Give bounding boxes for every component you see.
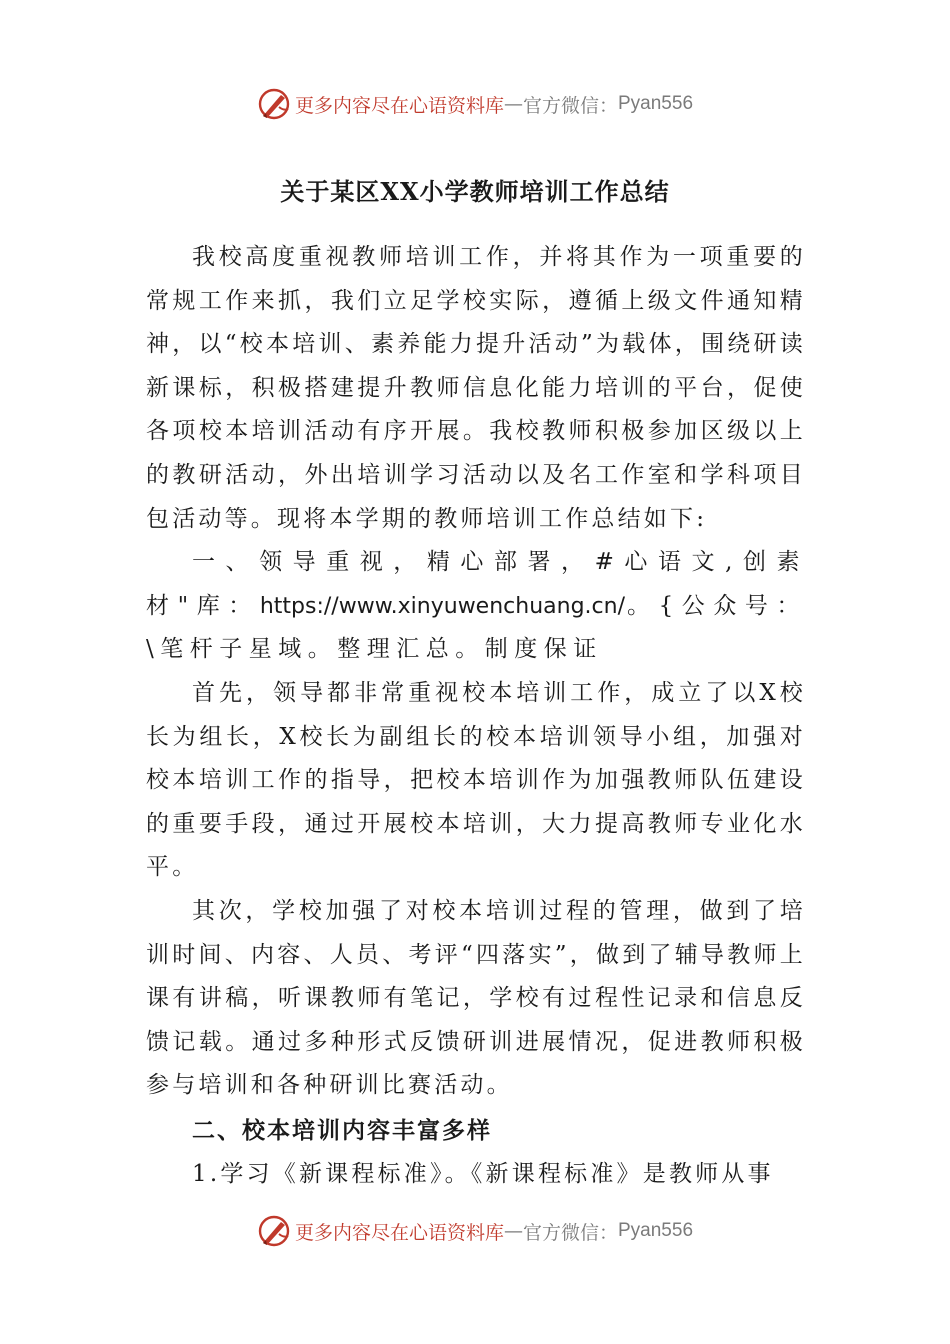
section2-heading: 二、校本培训内容丰富多样: [192, 1117, 492, 1144]
section1-tail-text: 。{公众号：\笔杆子星域。整理汇总。制度保证: [146, 592, 806, 663]
watermark-main-text: 更多内容尽在心语资料库: [294, 1221, 504, 1244]
paragraph-first: 首先，领导都非常重视校本培训工作，成立了以X校长为组长，X校长为副组长的校本培训领导小组，加强对校本培训工作的指导，把校本培训作为加强教师队伍建设的重要手段，通过开展校本培训，大力提高教师专业化水平。: [146, 679, 806, 881]
watermark-main-text: 更多内容尽在心语资料库: [294, 94, 504, 117]
paragraph-second: 其次，学校加强了对校本培训过程的管理，做到了培训时间、内容、人员、考评“四落实”，做到了辅导教师上课有讲稿，听课教师有笔记，学校有过程性记录和信息反馈记载。通过多种形式反馈研训进展情况，促进教师积极参与培训和各种研训比赛活动。: [146, 897, 806, 1099]
watermark-separator: —: [503, 93, 523, 115]
watermark-wechat-label: 官方微信：: [522, 94, 618, 117]
watermark-footer: [0, 1211, 950, 1251]
intro-paragraph: 我校高度重视教师培训工作，并将其作为一项重要的常规工作来抓，我们立足学校实际，遵循上级文件通知精神，以“校本培训、素养能力提升活动”为载体，围绕研读新课标，积极搭建提升教师信息化能力培训的平台，促使各项校本培训活动有序开展。我校教师积极参加区级以上的教研活动，外出培训学习活动以及名工作室和学科项目包活动等。现将本学期的教师培训工作总结如下:: [146, 244, 806, 532]
watermark-wechat-label: 官方微信：: [522, 1221, 618, 1244]
section1-head-text: 一、领导重视，精心部署，#心语文,创素材"库：: [146, 549, 806, 619]
document-title: 关于某区XX小学教师培训工作总结: [280, 177, 670, 206]
section1-url: https://www.xinyuwenchuang.cn/: [259, 593, 625, 619]
document-body: [146, 236, 806, 1197]
pen-logo-icon: [257, 1214, 291, 1248]
watermark-wechat-id: Pyan556: [618, 1220, 694, 1241]
watermark-wechat-id: Pyan556: [618, 93, 694, 114]
watermark-header: [0, 84, 950, 124]
list-item-1: 1.学习《新课程标准》。《新课程标准》是教师从事: [192, 1161, 774, 1188]
pen-logo-icon: [257, 87, 291, 121]
section1-heading: [146, 541, 806, 672]
watermark-separator: —: [503, 1220, 523, 1242]
